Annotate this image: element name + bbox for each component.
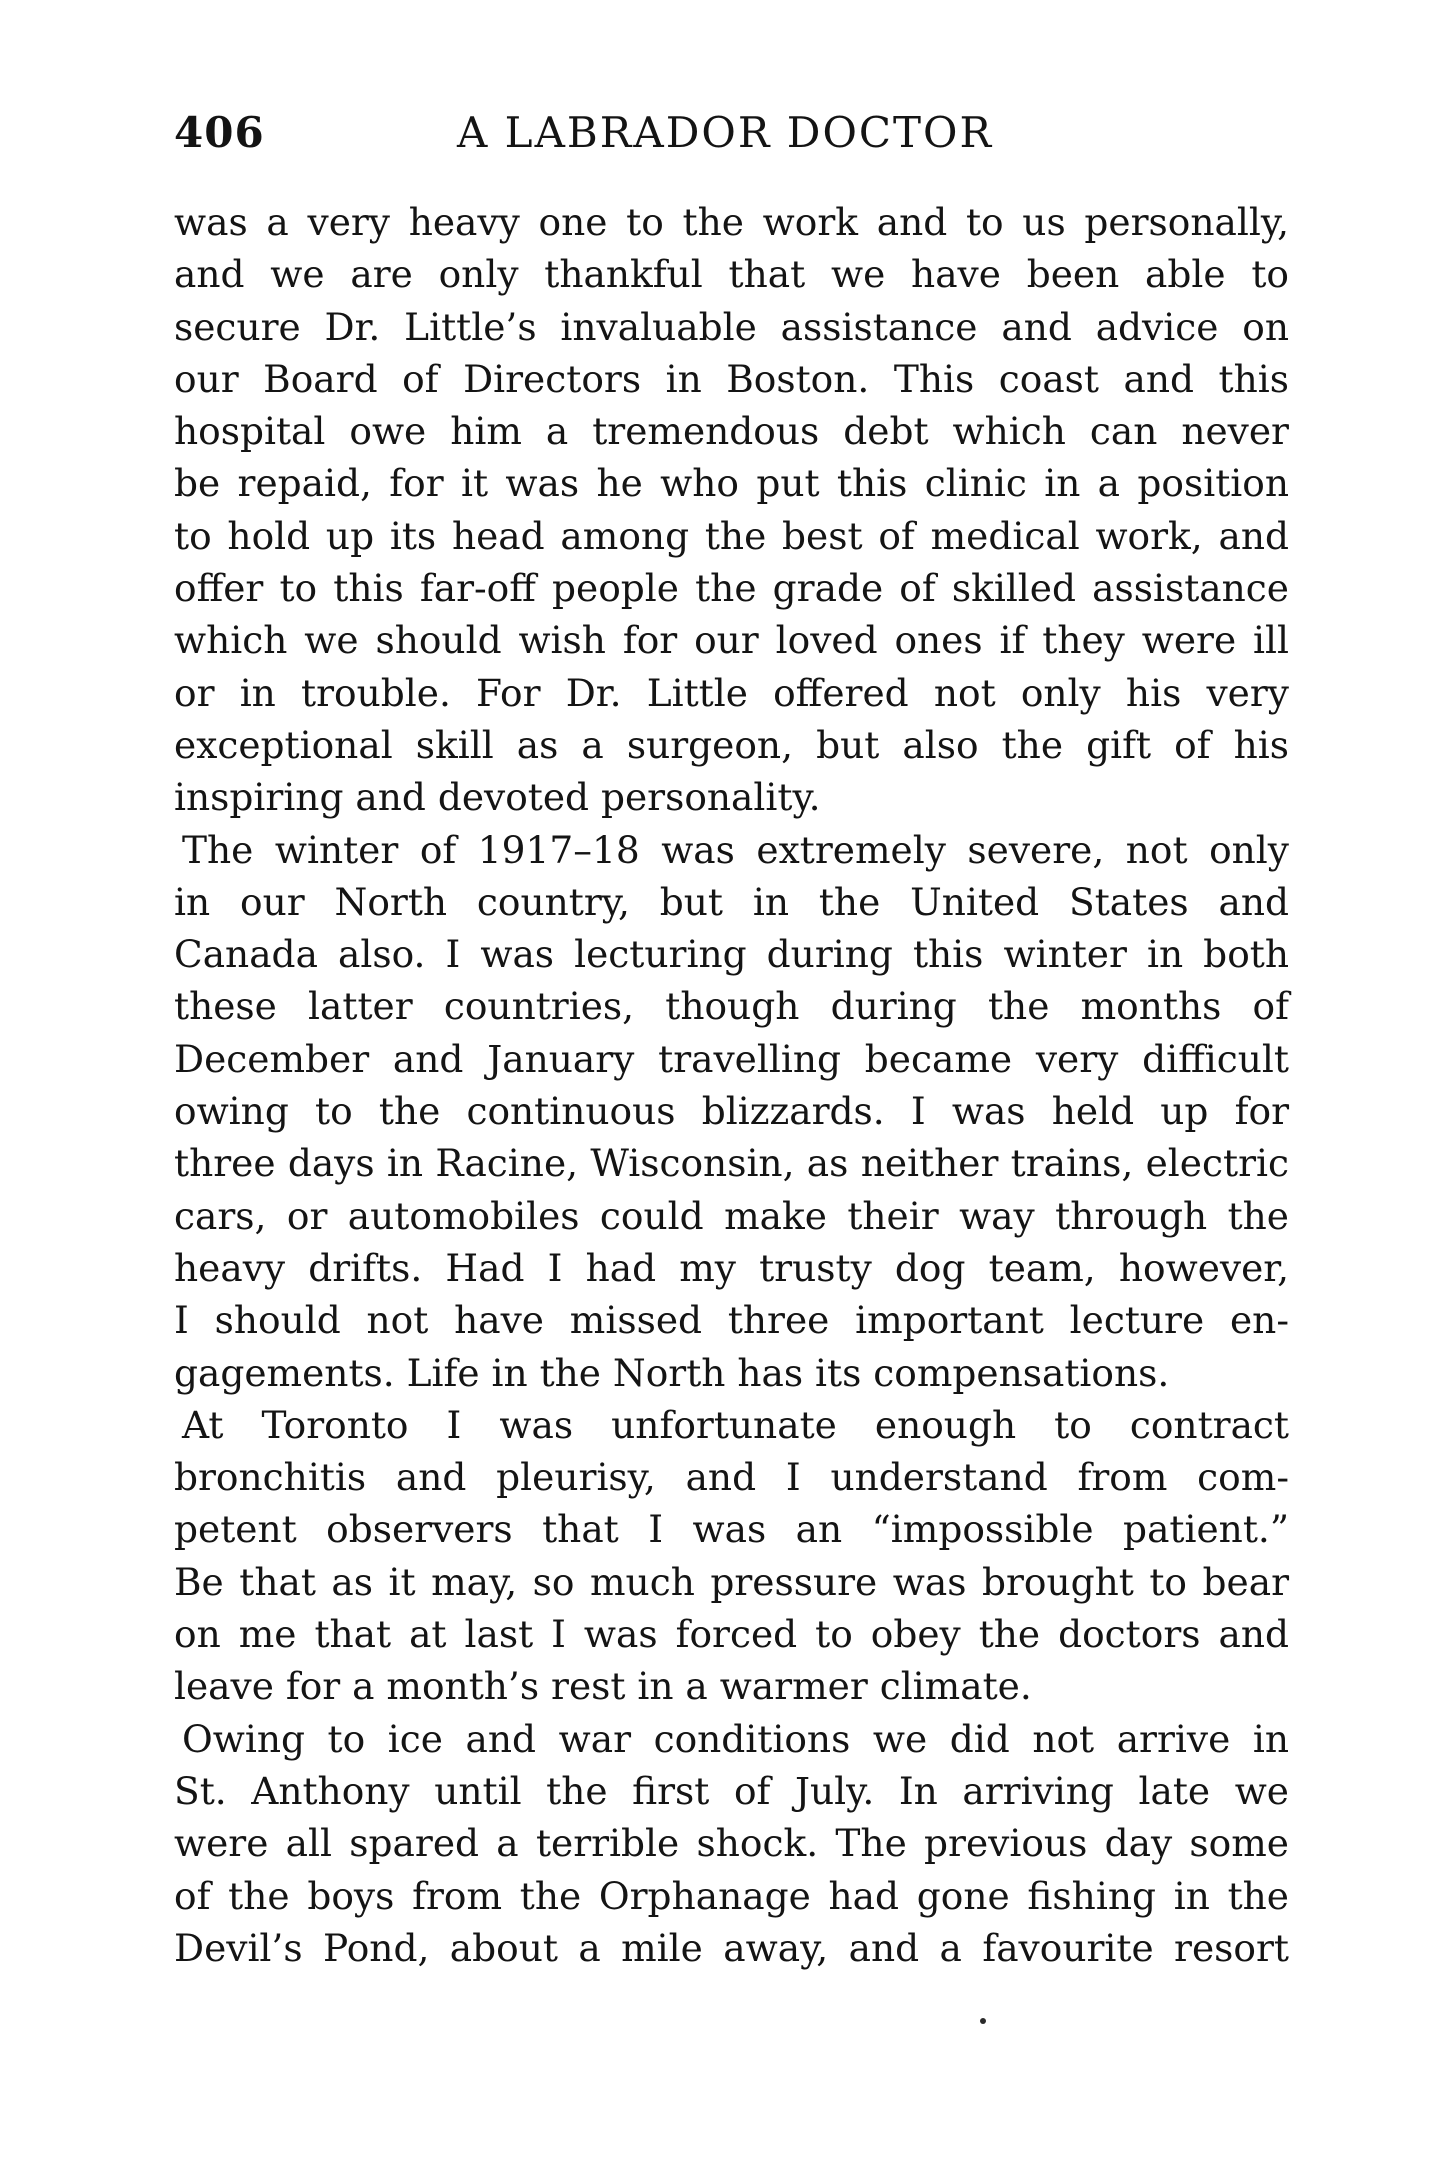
text-line: Canada also. I was lecturing during this winter in both bbox=[174, 932, 1289, 977]
ink-speck bbox=[980, 2018, 986, 2024]
text-line: exceptional skill as a surgeon, but also the gift of his bbox=[174, 722, 1289, 767]
text-line: be repaid, for it was he who put this clinic in a position bbox=[174, 461, 1289, 506]
text-line: owing to the continuous blizzards. I was held up for bbox=[174, 1089, 1289, 1134]
text-line: on me that at last I was forced to obey the doctors and bbox=[174, 1612, 1289, 1657]
text-line: to hold up its head among the best of medical work, and bbox=[174, 513, 1289, 558]
text-line: inspiring and devoted personality. bbox=[174, 775, 821, 820]
text-line: and we are only thankful that we have been able to bbox=[174, 252, 1289, 297]
text-line: Owing to ice and war conditions we did not arrive in bbox=[182, 1716, 1289, 1761]
page-number: 406 bbox=[174, 108, 265, 157]
running-title: A LABRADOR DOCTOR bbox=[457, 108, 994, 157]
text-line: The winter of 1917–18 was extremely severe, not only bbox=[182, 827, 1289, 872]
text-line: secure Dr. Little’s invaluable assistance and advice on bbox=[174, 304, 1289, 349]
text-line: St. Anthony until the first of July. In arriving late we bbox=[174, 1768, 1289, 1813]
text-line: these latter countries, though during the months of bbox=[174, 984, 1289, 1029]
text-line: three days in Racine, Wisconsin, as neither trains, electric bbox=[174, 1141, 1289, 1186]
text-line: gagements. Life in the North has its compensations. bbox=[174, 1350, 1170, 1395]
text-line: heavy drifts. Had I had my trusty dog team, however, bbox=[174, 1245, 1289, 1290]
text-line: Devil’s Pond, about a mile away, and a favourite resort bbox=[174, 1925, 1289, 1970]
page-header bbox=[174, 108, 1289, 168]
text-line: in our North country, but in the United States and bbox=[174, 879, 1289, 924]
body-text bbox=[174, 196, 1289, 1974]
text-line: bronchitis and pleurisy, and I understand from com- bbox=[174, 1455, 1289, 1500]
text-line: was a very heavy one to the work and to us personally, bbox=[174, 200, 1289, 244]
text-line: leave for a month’s rest in a warmer climate. bbox=[174, 1664, 1032, 1709]
text-line: offer to this far-off people the grade of skilled assistance bbox=[174, 566, 1289, 611]
text-line: our Board of Directors in Boston. This coast and this bbox=[174, 356, 1289, 401]
text-line: hospital owe him a tremendous debt which can never bbox=[174, 409, 1289, 454]
text-line: cars, or automobiles could make their way through the bbox=[174, 1193, 1289, 1238]
text-line: Be that as it may, so much pressure was brought to bear bbox=[174, 1559, 1289, 1604]
text-line: December and January travelling became very difficult bbox=[174, 1036, 1289, 1081]
text-line: which we should wish for our loved ones if they were ill bbox=[174, 618, 1289, 663]
text-line: petent observers that I was an “impossible patient.” bbox=[174, 1507, 1289, 1552]
text-line: were all spared a terrible shock. The previous day some bbox=[174, 1821, 1289, 1866]
text-line: or in trouble. For Dr. Little offered not only his very bbox=[174, 670, 1289, 715]
text-line: At Toronto I was unfortunate enough to contract bbox=[182, 1402, 1289, 1447]
text-line: I should not have missed three important lecture en- bbox=[174, 1298, 1289, 1343]
text-line: of the boys from the Orphanage had gone fishing in the bbox=[174, 1873, 1289, 1918]
